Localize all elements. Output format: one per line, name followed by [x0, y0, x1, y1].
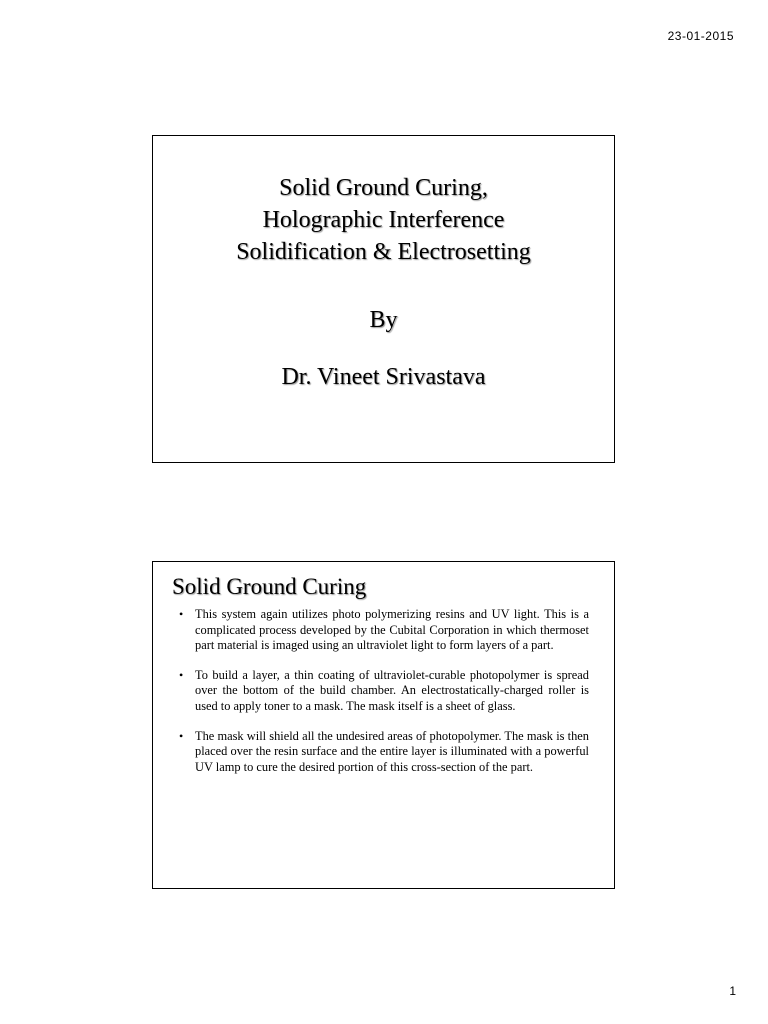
bullet-item [179, 729, 589, 776]
bullet-icon: • [179, 607, 184, 621]
bullet-text: To build a layer, a thin coating of ultraviolet-curable photopolymer is spread over the bottom of the build chamber. An electrostatically-charged roller is used to apply toner to a mask. The mask itself is a sheet of glass. [195, 667, 589, 713]
bullet-text: This system again utilizes photo polymerizing resins and UV light. This is a complicated process developed by the Cubital Corporation in which thermoset part material is imaged using an ultraviolet light to form layers of a part. [195, 607, 589, 653]
bullet-item [179, 607, 589, 654]
bullet-icon: • [179, 728, 184, 743]
page-number: 1 [729, 984, 736, 998]
slide-title [153, 172, 614, 268]
bullet-icon: • [179, 667, 184, 682]
slide-title-line: Holographic Interference [262, 207, 505, 233]
page-date: 23-01-2015 [667, 29, 734, 43]
slide-title-line: Solid Ground Curing, [279, 175, 488, 201]
bullet-list [179, 607, 589, 789]
slide-title-line: Solidification & Electrosetting [236, 239, 531, 265]
author-name: Dr. Vineet Srivastava [281, 364, 486, 390]
slide-heading: Solid Ground Curing [172, 574, 367, 599]
bullet-text: The mask will shield all the undesired areas of photopolymer. The mask is then placed over the resin surface and the entire layer is illuminated with a powerful UV lamp to cure the desired portion of this cross-section of the part. [195, 728, 589, 774]
bullet-item [179, 668, 589, 715]
title-slide [152, 135, 615, 463]
by-label: By [369, 307, 398, 333]
content-slide [152, 561, 615, 889]
